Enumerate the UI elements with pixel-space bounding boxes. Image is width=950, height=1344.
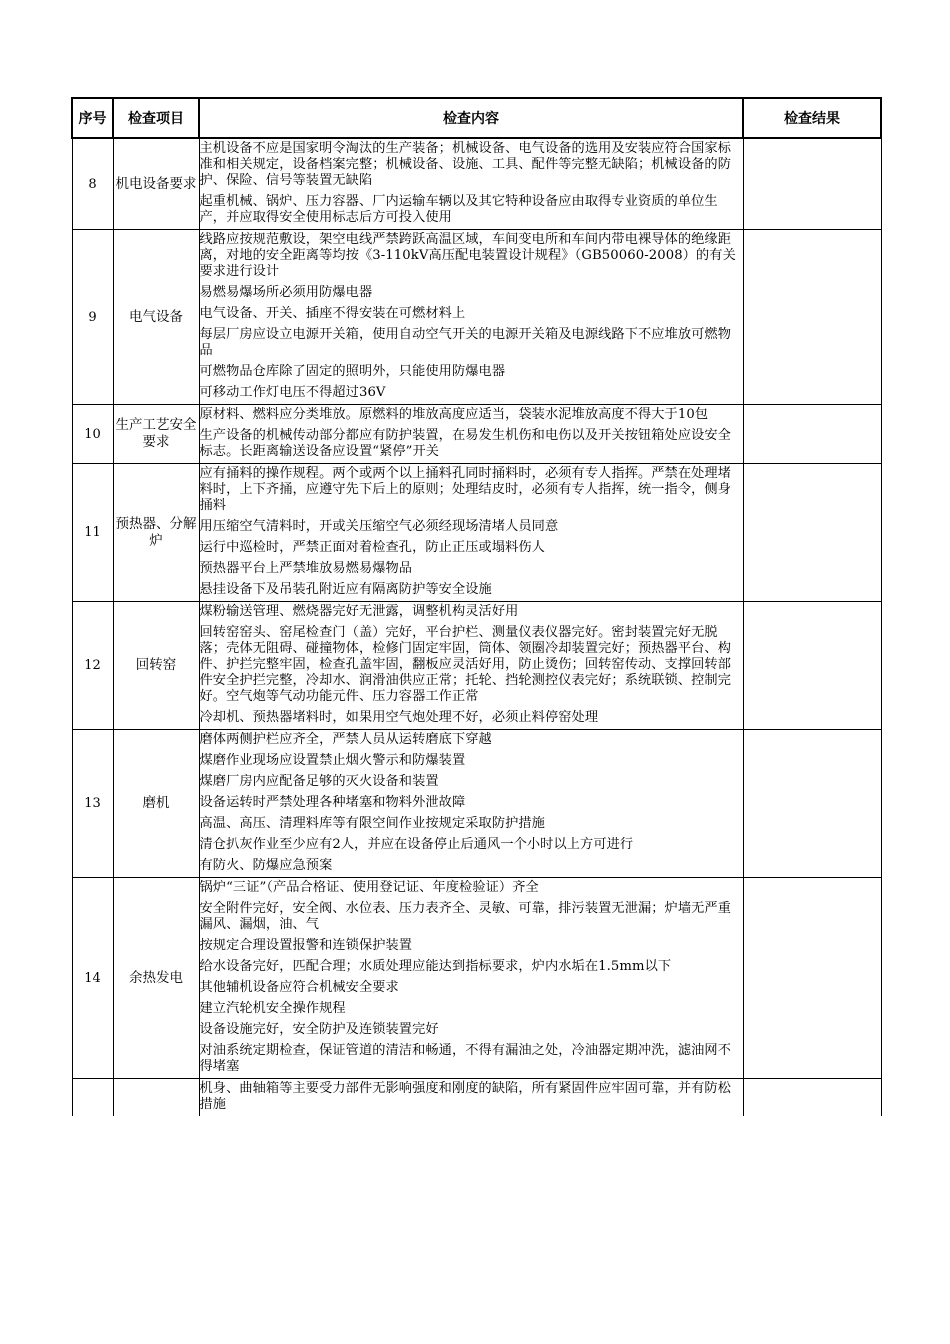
content-line: 用压缩空气清料时，开或关压缩空气必须经现场清堵人员同意 bbox=[199, 519, 559, 534]
row-number: 10 bbox=[72, 405, 113, 464]
row-content bbox=[199, 1079, 743, 1117]
content-line: 设备设施完好，安全防护及连锁装置完好 bbox=[199, 1022, 439, 1037]
content-line: 对油系统定期检查，保证管道的清洁和畅通，不得有漏油之处，冷油器定期冲洗，滤油网不得堵塞 bbox=[199, 1043, 731, 1074]
table-row bbox=[72, 405, 881, 464]
row-number: 12 bbox=[72, 602, 113, 730]
content-line: 应有捅料的操作规程。两个或两个以上捅料孔同时捅料时，必须有专人指挥。严禁在处理堵料时，上下齐捅，应遵守先下后上的原则；处理结皮时，必须有专人指挥，统一指令，侧身捅料 bbox=[199, 466, 731, 513]
row-item: 预热器、分解炉 bbox=[113, 464, 199, 602]
content-line: 高温、高压、清理料库等有限空间作业按规定采取防护措施 bbox=[199, 816, 545, 831]
content-line: 线路应按规范敷设，架空电线严禁跨跃高温区域，车间变电所和车间内带电裸导体的绝缘距离，对地的安全距离等均按《3-110kV高压配电装置设计规程》（GB50060-2008）的有关要求进行设计 bbox=[199, 232, 736, 279]
row-result[interactable] bbox=[743, 230, 881, 405]
row-number: 13 bbox=[72, 730, 113, 878]
content-line: 可燃物品仓库除了固定的照明外，只能使用防爆电器 bbox=[199, 364, 506, 379]
table-row bbox=[72, 602, 881, 730]
content-line: 有防火、防爆应急预案 bbox=[199, 858, 333, 873]
table-row bbox=[72, 730, 881, 878]
table-row bbox=[72, 878, 881, 1079]
content-line: 煤磨作业现场应设置禁止烟火警示和防爆装置 bbox=[199, 753, 466, 768]
content-line: 给水设备完好，匹配合理；水质处理应能达到指标要求，炉内水垢在1.5mm以下 bbox=[199, 959, 672, 974]
content-line: 清仓扒灰作业至少应有2人，并应在设备停止后通风一个小时以上方可进行 bbox=[199, 837, 634, 852]
row-number: 11 bbox=[72, 464, 113, 602]
row-item: 电气设备 bbox=[113, 230, 199, 405]
row-content bbox=[199, 878, 743, 1079]
content-line: 主机设备不应是国家明令淘汰的生产装备；机械设备、电气设备的选用及安装应符合国家标准和相关规定，设备档案完整；机械设备、设施、工具、配件等完整无缺陷；机械设备的防护、保险、信号等装置无缺陷 bbox=[199, 141, 731, 188]
row-result[interactable] bbox=[743, 138, 881, 230]
table-row bbox=[72, 138, 881, 230]
row-result[interactable] bbox=[743, 464, 881, 602]
header-result: 检查结果 bbox=[743, 98, 881, 138]
row-item: 余热发电 bbox=[113, 878, 199, 1079]
row-item: 磨机 bbox=[113, 730, 199, 878]
content-line: 可移动工作灯电压不得超过36V bbox=[199, 385, 386, 400]
content-line: 易燃易爆场所必须用防爆电器 bbox=[199, 285, 373, 300]
content-line: 起重机械、锅炉、压力容器、厂内运输车辆以及其它特种设备应由取得专业资质的单位生产，并应取得安全使用标志后方可投入使用 bbox=[199, 194, 718, 225]
content-line: 生产设备的机械传动部分都应有防护装置，在易发生机伤和电伤以及开关按钮箱处应设安全标志。长距离输送设备应设置“紧停”开关 bbox=[199, 428, 731, 459]
content-line: 回转窑窑头、窑尾检查门（盖）完好，平台护栏、测量仪表仪器完好。密封装置完好无脱落；壳体无阻碍、碰撞物体，检修门固定牢固，筒体、领圈冷却装置完好；预热器平台、构件、护拦完整牢固，检查孔盖牢固，翻板应灵活好用，防止烫伤；回转窑传动、支撑回转部件安全护拦完整，冷却水、润滑油供应正常；托轮、挡轮测控仪表完好；系统联锁、控制完好。空气炮等气动功能元件、压力容器工作正常 bbox=[199, 625, 731, 704]
content-line: 机身、曲轴箱等主要受力部件无影响强度和刚度的缺陷，所有紧固件应牢固可靠，并有防松措施 bbox=[199, 1081, 731, 1112]
content-line: 悬挂设备下及吊装孔附近应有隔离防护等安全设施 bbox=[199, 582, 492, 597]
content-line: 煤粉输送管理、燃烧器完好无泄露，调整机构灵活好用 bbox=[199, 604, 519, 619]
row-content bbox=[199, 602, 743, 730]
row-number: 9 bbox=[72, 230, 113, 405]
content-line: 运行中巡检时，严禁正面对着检查孔，防止正压或塌料伤人 bbox=[199, 540, 545, 555]
content-line: 煤磨厂房内应配备足够的灭火设备和装置 bbox=[199, 774, 439, 789]
row-result[interactable] bbox=[743, 1079, 881, 1117]
content-line: 每层厂房应设立电源开关箱，使用自动空气开关的电源开关箱及电源线路下不应堆放可燃物品 bbox=[199, 327, 731, 358]
row-item: 生产工艺安全要求 bbox=[113, 405, 199, 464]
row-item bbox=[113, 1079, 199, 1117]
content-line: 安全附件完好，安全阀、水位表、压力表齐全、灵敏、可靠，排污装置无泄漏；炉墙无严重漏风、漏烟，油、气 bbox=[199, 901, 731, 932]
row-item: 回转窑 bbox=[113, 602, 199, 730]
row-result[interactable] bbox=[743, 730, 881, 878]
table-row bbox=[72, 1079, 881, 1117]
content-line: 预热器平台上严禁堆放易燃易爆物品 bbox=[199, 561, 413, 576]
row-result[interactable] bbox=[743, 602, 881, 730]
content-line: 其他辅机设备应符合机械安全要求 bbox=[199, 980, 399, 995]
content-line: 按规定合理设置报警和连锁保护装置 bbox=[199, 938, 413, 953]
row-number: 8 bbox=[72, 138, 113, 230]
row-content bbox=[199, 405, 743, 464]
inspection-table bbox=[71, 97, 882, 1116]
row-number: 14 bbox=[72, 878, 113, 1079]
content-line: 磨体两侧护栏应齐全，严禁人员从运转磨底下穿越 bbox=[199, 732, 492, 747]
row-result[interactable] bbox=[743, 878, 881, 1079]
table-row bbox=[72, 230, 881, 405]
content-line: 原材料、燃料应分类堆放。原燃料的堆放高度应适当，袋装水泥堆放高度不得大于10包 bbox=[199, 407, 709, 422]
header-row bbox=[72, 98, 881, 138]
row-content bbox=[199, 230, 743, 405]
header-no: 序号 bbox=[72, 98, 113, 138]
content-line: 建立汽轮机安全操作规程 bbox=[199, 1001, 346, 1016]
content-line: 锅炉“三证”（产品合格证、使用登记证、年度检验证）齐全 bbox=[199, 880, 539, 895]
header-content: 检查内容 bbox=[199, 98, 743, 138]
row-content bbox=[199, 730, 743, 878]
row-content bbox=[199, 464, 743, 602]
content-line: 设备运转时严禁处理各种堵塞和物料外泄故障 bbox=[199, 795, 466, 810]
row-result[interactable] bbox=[743, 405, 881, 464]
row-item: 机电设备要求 bbox=[113, 138, 199, 230]
header-item: 检查项目 bbox=[113, 98, 199, 138]
row-content bbox=[199, 138, 743, 230]
row-number bbox=[72, 1079, 113, 1117]
table-row bbox=[72, 464, 881, 602]
content-line: 电气设备、开关、插座不得安装在可燃材料上 bbox=[199, 306, 466, 321]
content-line: 冷却机、预热器堵料时，如果用空气炮处理不好，必须止料停窑处理 bbox=[199, 710, 599, 725]
